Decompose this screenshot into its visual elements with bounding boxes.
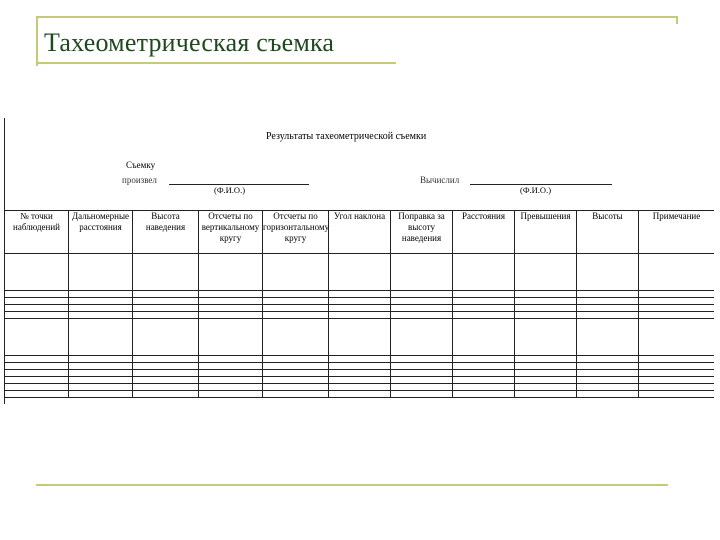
- column-header: Высота наведения: [133, 211, 199, 254]
- table-cell: [5, 291, 69, 298]
- table-row: [5, 319, 715, 356]
- table-cell: [453, 298, 515, 305]
- table-cell: [133, 305, 199, 312]
- table-cell: [5, 377, 69, 384]
- table-cell: [263, 291, 329, 298]
- table-cell: [515, 312, 577, 319]
- table-cell: [391, 254, 453, 291]
- table-cell: [263, 319, 329, 356]
- table-cell: [263, 377, 329, 384]
- table-cell: [5, 370, 69, 377]
- table-cell: [329, 391, 391, 398]
- table-cell: [515, 254, 577, 291]
- table-cell: [639, 356, 715, 363]
- table-cell: [453, 305, 515, 312]
- table-cell: [391, 298, 453, 305]
- column-header: Отсчеты по вертикальному кругу: [199, 211, 263, 254]
- table-cell: [515, 356, 577, 363]
- table-cell: [453, 312, 515, 319]
- table-cell: [453, 384, 515, 391]
- table-cell: [133, 370, 199, 377]
- table-cell: [329, 298, 391, 305]
- slide-title: Тахеометрическая съемка: [44, 28, 335, 57]
- table-cell: [133, 319, 199, 356]
- table-cell: [639, 363, 715, 370]
- table-cell: [199, 305, 263, 312]
- table-cell: [5, 363, 69, 370]
- table-cell: [391, 312, 453, 319]
- table-cell: [5, 298, 69, 305]
- table-cell: [515, 377, 577, 384]
- table-cell: [69, 305, 133, 312]
- table-cell: [133, 391, 199, 398]
- table-cell: [391, 363, 453, 370]
- table-cell: [391, 319, 453, 356]
- table-cell: [133, 377, 199, 384]
- table-cell: [515, 391, 577, 398]
- table-cell: [69, 291, 133, 298]
- table-cell: [263, 370, 329, 377]
- table-cell: [5, 319, 69, 356]
- table-cell: [5, 356, 69, 363]
- table-cell: [69, 298, 133, 305]
- table-cell: [133, 254, 199, 291]
- table-row: [5, 298, 715, 305]
- table-cell: [5, 254, 69, 291]
- table-cell: [263, 254, 329, 291]
- calculated-by-label: Вычислил: [420, 175, 460, 185]
- table-cell: [5, 312, 69, 319]
- slide-frame-right: [676, 16, 678, 24]
- table-row: [5, 291, 715, 298]
- table-cell: [453, 391, 515, 398]
- slide-bottom-rule: [36, 484, 668, 486]
- calculated-by-fio-caption: (Ф.И.О.): [520, 185, 552, 195]
- table-cell: [199, 312, 263, 319]
- measured-by-label-line1: Съемку: [126, 160, 156, 170]
- column-header: Расстояния: [453, 211, 515, 254]
- table-cell: [199, 363, 263, 370]
- form-title: Результаты тахеометрической съемки: [266, 131, 427, 142]
- slide-frame-left: [36, 16, 38, 66]
- table-cell: [391, 356, 453, 363]
- column-header: Примечание: [639, 211, 715, 254]
- table-cell: [515, 384, 577, 391]
- table-cell: [263, 312, 329, 319]
- table-cell: [577, 298, 639, 305]
- table-cell: [263, 305, 329, 312]
- table-cell: [639, 254, 715, 291]
- table-cell: [639, 391, 715, 398]
- table-cell: [639, 305, 715, 312]
- table-cell: [515, 319, 577, 356]
- table-row: [5, 305, 715, 312]
- table-row: [5, 356, 715, 363]
- table-cell: [199, 384, 263, 391]
- table-cell: [453, 319, 515, 356]
- title-underline: [36, 62, 396, 64]
- table-cell: [577, 312, 639, 319]
- table-cell: [69, 370, 133, 377]
- table-cell: [577, 363, 639, 370]
- table-cell: [329, 319, 391, 356]
- table-cell: [329, 370, 391, 377]
- table-cell: [199, 319, 263, 356]
- table-row: [5, 254, 715, 291]
- table-cell: [133, 356, 199, 363]
- table-cell: [453, 254, 515, 291]
- survey-results-table: [4, 210, 714, 398]
- column-header: Угол наклона: [329, 211, 391, 254]
- table-cell: [329, 305, 391, 312]
- measured-by-label-line2: произвел: [122, 175, 157, 185]
- table-body: [5, 254, 715, 398]
- table-cell: [69, 384, 133, 391]
- table-cell: [329, 291, 391, 298]
- measured-by-fio-caption: (Ф.И.О.): [214, 185, 246, 195]
- table-cell: [577, 356, 639, 363]
- table-cell: [69, 377, 133, 384]
- table-cell: [639, 319, 715, 356]
- table-cell: [577, 377, 639, 384]
- table-cell: [263, 384, 329, 391]
- table-cell: [263, 356, 329, 363]
- table-cell: [199, 356, 263, 363]
- table-cell: [133, 384, 199, 391]
- table-row: [5, 391, 715, 398]
- table-cell: [515, 298, 577, 305]
- table-cell: [133, 291, 199, 298]
- table-cell: [577, 305, 639, 312]
- table-cell: [577, 291, 639, 298]
- table-cell: [577, 391, 639, 398]
- column-header: Поправка за высоту наведения: [391, 211, 453, 254]
- table-cell: [391, 377, 453, 384]
- table-row: [5, 370, 715, 377]
- column-header: Дальномерные расстояния: [69, 211, 133, 254]
- table-cell: [639, 298, 715, 305]
- table-cell: [515, 291, 577, 298]
- table-cell: [69, 363, 133, 370]
- table-cell: [329, 363, 391, 370]
- table-cell: [577, 370, 639, 377]
- column-header: Отсчеты по горизонтальному кругу: [263, 211, 329, 254]
- table-cell: [639, 384, 715, 391]
- table-cell: [391, 305, 453, 312]
- column-header: № точки наблюдений: [5, 211, 69, 254]
- table-cell: [453, 370, 515, 377]
- table-cell: [133, 298, 199, 305]
- column-header: Превышения: [515, 211, 577, 254]
- table-cell: [263, 391, 329, 398]
- table-cell: [199, 370, 263, 377]
- table-cell: [453, 363, 515, 370]
- table-cell: [515, 363, 577, 370]
- table-cell: [5, 384, 69, 391]
- table-cell: [199, 391, 263, 398]
- table-cell: [263, 363, 329, 370]
- table-cell: [639, 291, 715, 298]
- survey-form-image: [4, 118, 714, 408]
- table-cell: [69, 319, 133, 356]
- table-cell: [515, 370, 577, 377]
- table-cell: [133, 363, 199, 370]
- table-cell: [69, 254, 133, 291]
- table-cell: [5, 305, 69, 312]
- table-cell: [577, 254, 639, 291]
- table-header-row: [5, 211, 715, 254]
- table-cell: [133, 312, 199, 319]
- table-cell: [5, 391, 69, 398]
- table-cell: [577, 384, 639, 391]
- table-cell: [199, 291, 263, 298]
- table-cell: [639, 370, 715, 377]
- table-cell: [199, 298, 263, 305]
- table-cell: [329, 377, 391, 384]
- table-cell: [577, 319, 639, 356]
- table-cell: [391, 391, 453, 398]
- table-cell: [639, 377, 715, 384]
- table-cell: [69, 391, 133, 398]
- table-cell: [453, 356, 515, 363]
- table-row: [5, 312, 715, 319]
- table-cell: [639, 312, 715, 319]
- table-row: [5, 377, 715, 384]
- slide-frame-top: [36, 16, 678, 18]
- table-row: [5, 384, 715, 391]
- table-cell: [453, 291, 515, 298]
- table-cell: [391, 384, 453, 391]
- table-cell: [69, 356, 133, 363]
- table-cell: [263, 298, 329, 305]
- table-cell: [329, 356, 391, 363]
- table-cell: [391, 291, 453, 298]
- table-cell: [515, 305, 577, 312]
- table-cell: [199, 254, 263, 291]
- table-row: [5, 363, 715, 370]
- table-cell: [69, 312, 133, 319]
- table-cell: [199, 377, 263, 384]
- table-cell: [329, 312, 391, 319]
- table-cell: [453, 377, 515, 384]
- table-cell: [329, 254, 391, 291]
- table-cell: [391, 370, 453, 377]
- table-cell: [329, 384, 391, 391]
- column-header: Высоты: [577, 211, 639, 254]
